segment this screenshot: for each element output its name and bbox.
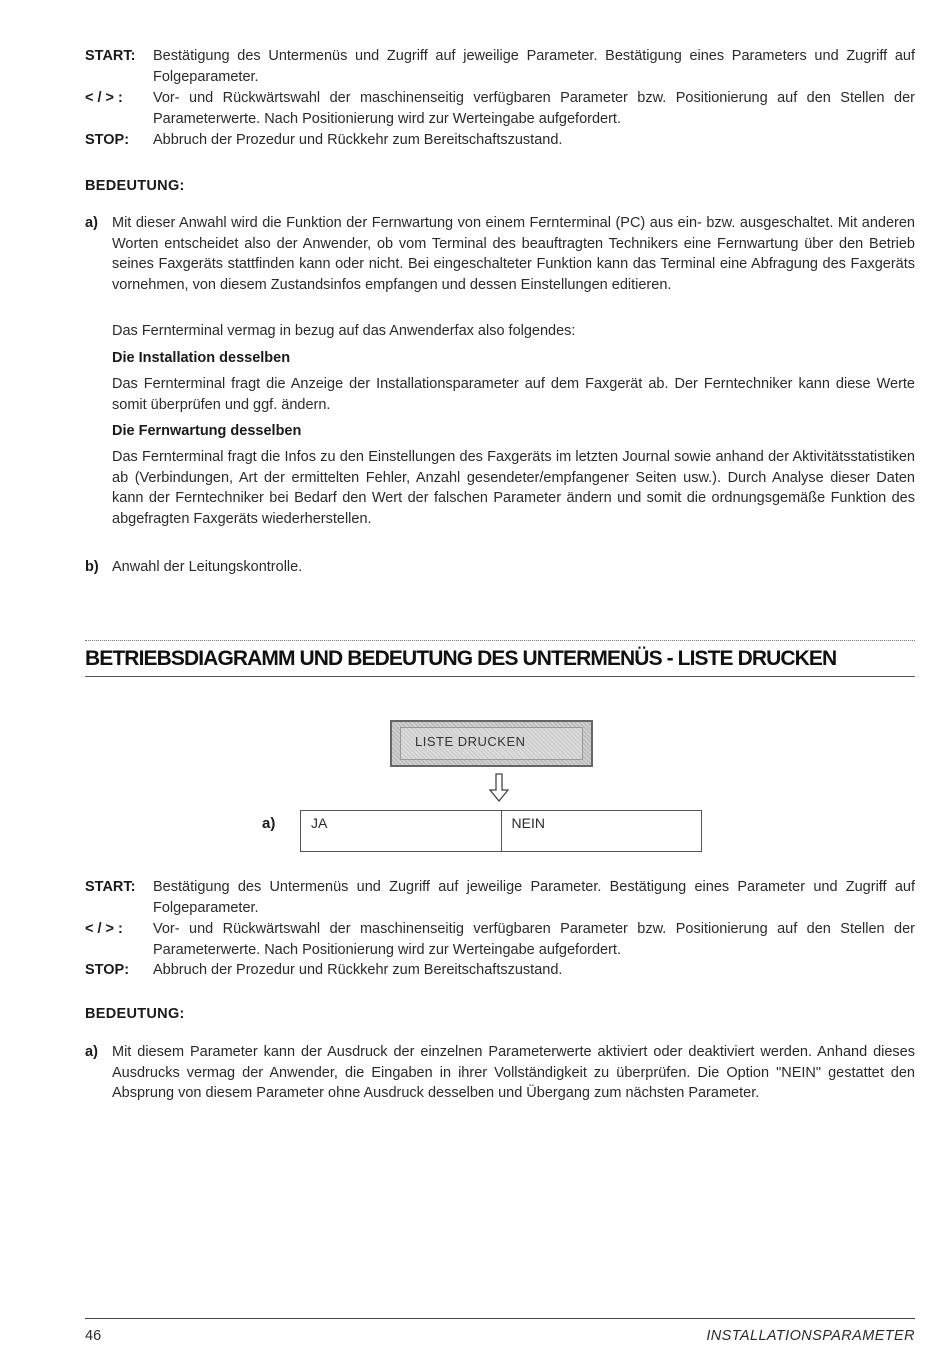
footer-rule — [85, 1318, 915, 1319]
control-start-bottom — [85, 877, 915, 918]
control-start-top — [85, 46, 915, 87]
page-number: 46 — [85, 1328, 102, 1344]
item-marker: a) — [85, 1044, 98, 1060]
lcd-display-inner — [400, 727, 583, 760]
control-key: < / > : — [85, 921, 123, 937]
control-desc: Vor- und Rückwärtswahl der maschinenseitig verfügbaren Parameter bzw. Positionierung auf den Stellen der Parameterwerte. Nach Positionierung wird zur Werteingabe aufgefordert. — [153, 90, 915, 127]
down-arrow-icon — [487, 772, 511, 811]
control-desc: Bestätigung des Untermenüs und Zugriff auf jeweilige Parameter. Bestätigung eines Parameters und Zugriff auf Folgeparameter. — [153, 48, 915, 85]
lcd-display-text: LISTE DRUCKEN — [415, 734, 526, 749]
control-arrows-bottom — [85, 919, 915, 960]
section-rule-top — [85, 640, 915, 641]
subsection-title-installation: Die Installation desselben — [112, 350, 291, 366]
option-nein — [501, 811, 702, 851]
subsection-title-fernwartung: Die Fernwartung desselben — [112, 423, 302, 439]
item-text: Mit dieser Anwahl wird die Funktion der Fernwartung von einem Fernterminal (PC) aus ein- bzw. ausgeschaltet. Mit anderen Worten entscheidet also der Anwender, ob vom Terminal des beauftragten Technikers eine Fernwartung über den Betrieb seines Faxgeräts stattfinden kann oder nicht. Bei eingeschalteter Funktion kann das Terminal eine Abfragung des Faxgeräts vornehmen, von diesem Zustandsinfos empfangen und dessen Einstellungen editieren. — [112, 215, 915, 293]
control-stop-top — [85, 130, 915, 151]
meaning-item-a-print — [85, 1042, 915, 1104]
control-desc: Vor- und Rückwärtswahl der maschinenseitig verfügbaren Parameter bzw. Positionierung auf den Stellen der Parameterwerte. Nach Positionierung wird zur Werteingabe aufgefordert. — [153, 921, 915, 958]
control-key: START: — [85, 48, 136, 64]
control-stop-bottom — [85, 960, 915, 981]
item-marker: b) — [85, 559, 99, 575]
option-ja-label: JA — [311, 815, 328, 831]
item-intro: Das Fernterminal vermag in bezug auf das Anwenderfax also folgendes: — [112, 323, 576, 339]
meaning-item-b — [85, 557, 915, 578]
footer-section-title: INSTALLATIONSPARAMETER — [706, 1328, 915, 1344]
section-title: BETRIEBSDIAGRAMM UND BEDEUTUNG DES UNTERMENÜS - LISTE DRUCKEN — [85, 647, 837, 670]
control-key: < / > : — [85, 90, 123, 106]
meaning-item-a — [85, 213, 915, 295]
subsection-text-installation: Das Fernterminal fragt die Anzeige der Installationsparameter auf dem Faxgerät ab. Der Ferntechniker kann diese Werte somit überprüfen und ggf. ändern. — [112, 376, 915, 413]
section-rule-bottom — [85, 676, 915, 677]
option-label: a) — [262, 815, 276, 832]
control-key: STOP: — [85, 132, 130, 148]
option-nein-label: NEIN — [511, 815, 545, 831]
control-key: STOP: — [85, 962, 130, 978]
subsection-text-fernwartung: Das Fernterminal fragt die Infos zu den Einstellungen des Faxgeräts im letzten Journal sowie anhand der Aktivitätsstatistiken ab (Verbindungen, Art der ermittelten Fehler, Anzahl gesendeter/empfangener Seiten usw.). Durch Analyse dieser Daten kann der Ferntechniker bei Bedarf den Wert der falschen Parameter ändern und somit die ordnungsgemäße Funktion des abgefragten Faxgeräts wiederherstellen. — [112, 449, 915, 527]
item-text: Anwahl der Leitungskontrolle. — [112, 559, 303, 575]
meaning-heading: BEDEUTUNG: — [85, 1006, 185, 1022]
control-desc: Abbruch der Prozedur und Rückkehr zum Bereitschaftszustand. — [153, 962, 563, 978]
control-key: START: — [85, 879, 136, 895]
option-ja — [301, 811, 501, 851]
item-marker: a) — [85, 215, 98, 231]
meaning-heading: BEDEUTUNG: — [85, 178, 185, 194]
control-desc: Abbruch der Prozedur und Rückkehr zum Bereitschaftszustand. — [153, 132, 563, 148]
lcd-display — [390, 720, 593, 767]
item-text: Mit diesem Parameter kann der Ausdruck der einzelnen Parameterwerte aktiviert oder deaktiviert werden. Anhand dieses Ausdrucks vermag der Anwender, die Eingaben in ihrer Vollständigkeit zu überprüfen. Die Option "NEIN" gestattet den Absprung von diesem Parameter ohne Ausdruck desselben und Übergang zum nächsten Parameter. — [112, 1044, 915, 1101]
option-box — [300, 810, 702, 852]
control-desc: Bestätigung des Untermenüs und Zugriff auf jeweilige Parameter. Bestätigung eines Parameter und Zugriff auf Folgeparameter. — [153, 879, 915, 916]
control-arrows-top — [85, 88, 915, 129]
